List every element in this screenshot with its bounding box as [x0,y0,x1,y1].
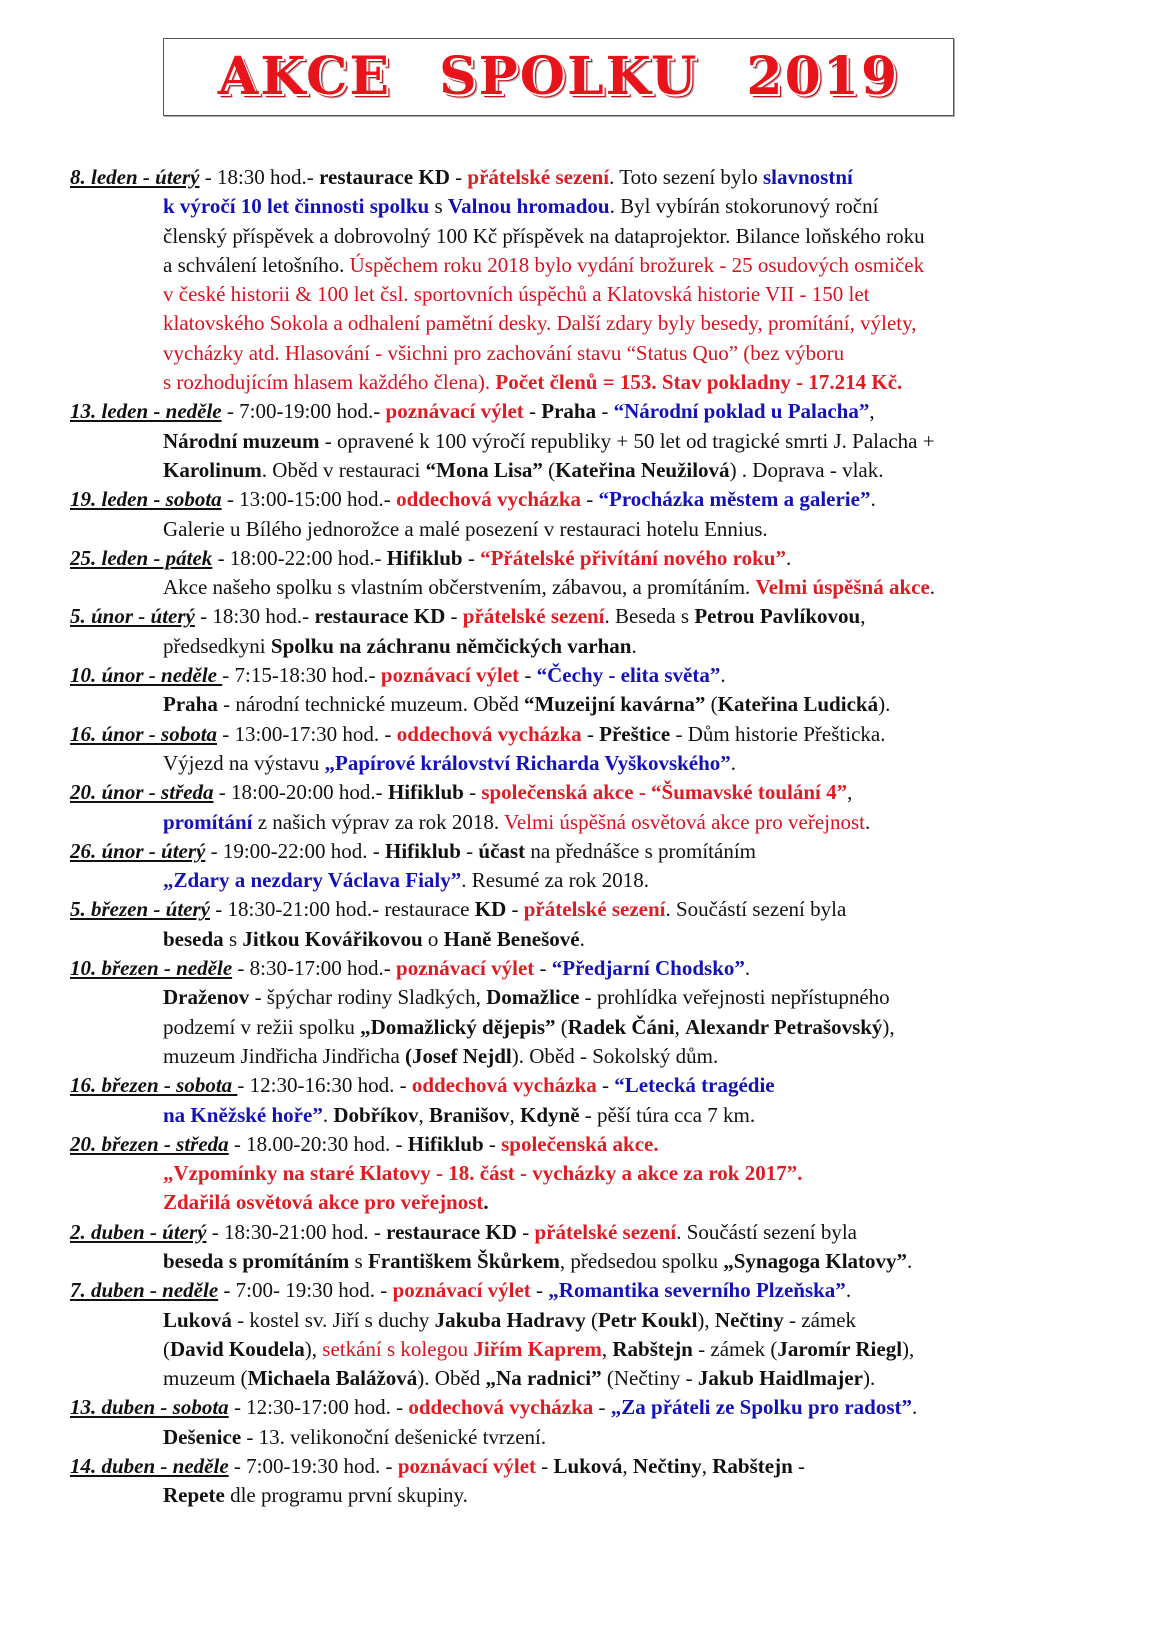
text: , [601,1336,613,1361]
bold-text: „Na radnici” [485,1366,602,1391]
event-detail-line [70,368,1090,397]
text: Výjezd na výstavu [163,750,325,775]
event-detail-line [70,690,1090,719]
event-date: 14. duben - neděle [70,1454,229,1479]
event-date: 10. únor - neděle [70,663,223,688]
text: o [422,926,444,951]
text: - [462,545,481,570]
text: - [519,663,537,688]
event-headline [70,1452,1090,1481]
text: . Součástí sezení byla [676,1219,858,1244]
text: , předsedou spolku [559,1248,724,1273]
text: , [701,1454,713,1479]
text: ), [902,1336,915,1361]
bold-text: Nečtiny [714,1307,784,1332]
event-entry [70,1452,1090,1511]
event-detail-line [70,866,1090,895]
text: . [870,487,876,512]
text: - [463,780,482,805]
highlight-blue: „Papírové království Richarda Vyškovského” [324,750,731,775]
event-detail-line [70,309,1090,338]
highlight-red: přátelské sezení [523,897,666,922]
event-date: 20. březen - středa [70,1131,229,1156]
event-entry [70,485,1090,544]
event-detail-line [70,1101,1090,1130]
text: - 7:15-18:30 hod.- [222,663,381,688]
event-date: 7. duben - neděle [70,1278,219,1303]
bold-text: Jitkou Kovářikovou [242,926,423,951]
text: - [516,1219,535,1244]
highlight-red: „Vzpomínky na staré Klatovy - 18. část - vycházky a akce za rok 2017”. [163,1161,803,1186]
event-detail-line [70,1013,1090,1042]
bold-text: Draženov [163,985,250,1010]
text: - 18:30-21:00 hod.- restaurace [210,897,475,922]
text: . [865,809,871,834]
bold-text: Praha [163,692,218,717]
text: . [631,633,637,658]
text: na přednášce s promítáním [525,838,756,863]
text: ). [862,1366,876,1391]
event-entry [70,163,1090,397]
text: s [223,926,243,951]
bold-text: účast [478,838,526,863]
page-title: AKCE SPOLKU 2019 [217,46,900,107]
event-headline [70,397,1090,426]
text: . [720,663,726,688]
event-detail-line [70,251,1090,280]
text: Akce našeho spolku s vlastním občerstvením, zábavou, a promítáním. [163,575,756,600]
text: - [596,399,614,424]
bold-text: Hifiklub [407,1131,484,1156]
text: - [506,897,524,922]
text: - [596,1073,615,1098]
event-date: 26. únor - úterý [70,838,206,863]
text: . [845,1278,852,1303]
highlight-blue: Valnou hromadou [447,194,610,219]
event-detail-line [70,515,1090,544]
bold-text: Kdyně [520,1102,580,1127]
bold-text: Domažlice [486,985,580,1010]
bold-text: KD [474,897,507,922]
bold-text: Rabštejn [612,1336,693,1361]
highlight-red: přátelské sezení [467,165,610,189]
text: s [349,1248,368,1273]
text: - [581,487,599,512]
note-red: s rozhodujícím hlasem každého člena). [163,370,496,395]
text: , [509,1102,521,1127]
text: - zámek ( [692,1336,778,1361]
text: (Nečtiny - [601,1366,698,1391]
event-detail-line [70,427,1090,456]
text: . [744,956,751,981]
highlight-red: poznávací výlet [380,663,520,688]
event-entry [70,1071,1090,1130]
event-date: 16. březen - sobota [70,1073,238,1098]
highlight-red: poznávací výlet [392,1278,531,1303]
event-date: 13. leden - neděle [70,399,222,424]
text: ), [882,1014,895,1039]
highlight-red: poznávací výlet [385,399,524,424]
bold-text: Kateřina Neužilová [555,457,730,482]
bold-text: Michaela Balážová [247,1366,418,1391]
bold-text: Branišov [429,1102,510,1127]
bold-text: Nečtiny [632,1454,702,1479]
highlight-blue: „Za přáteli ze Spolku pro radost” [610,1395,912,1420]
event-entry [70,778,1090,837]
event-entry [70,720,1090,779]
text: - zámek [783,1307,857,1332]
event-date: 8. leden - úterý [70,165,200,189]
event-headline [70,1130,1090,1159]
text: . [912,1395,918,1420]
text: . [907,1248,913,1273]
highlight-blue: na Kněžské hoře” [163,1102,323,1127]
text: z našich výprav za rok 2018. [252,809,505,834]
text: - [593,1395,611,1420]
text: - [445,604,463,629]
highlight-red: společenská akce. [501,1131,659,1156]
bold-text: Luková [553,1454,623,1479]
text: - 18:30-21:00 hod. - [206,1219,387,1244]
event-detail-line [70,1247,1090,1276]
event-detail-line [70,1306,1090,1335]
text: - [534,956,552,981]
text: - prohlídka veřejnosti nepřístupného [579,985,890,1010]
text: muzeum Jindřicha Jindřicha [163,1043,406,1068]
text: - [581,721,600,746]
text: ( [585,1307,599,1332]
text: muzeum ( [163,1366,248,1391]
highlight-red: Jiřím Kaprem [473,1336,602,1361]
text: . Součástí sezení byla [665,897,847,922]
bold-text: beseda s promítáním [163,1248,350,1273]
event-detail-line [70,1481,1090,1510]
highlight-red: Zdařilá osvětová akce pro veřejnost [163,1190,484,1215]
highlight-red: poznávací výlet [397,1454,537,1479]
bold-text: Luková [163,1307,232,1332]
note-red: vycházky atd. Hlasování - všichni pro zachování stavu “Status Quo” (bez výboru [163,340,845,365]
highlight-red: společenská akce - “Šumavské toulání 4” [481,780,848,805]
text: členský příspěvek a dobrovolný 100 Kč příspěvek na dataprojektor. Bilance loňského roku [163,223,925,248]
event-headline [70,485,1090,514]
bold-text: Alexandr Petrašovský [685,1014,883,1039]
highlight-red: přátelské sezení [534,1219,677,1244]
bold-text: restaurace KD [386,1219,517,1244]
text: - 13:00-17:30 hod. - [217,721,397,746]
text: ). Oběd - Sokolský dům. [511,1043,719,1068]
highlight-blue: promítání [163,809,253,834]
highlight-blue: “Národní poklad u Palacha” [613,399,870,424]
bold-text: Jaromír Riegl [777,1336,903,1361]
text: - pěší túra cca 7 km. [579,1102,756,1127]
event-detail-line [70,983,1090,1012]
bold-text: restaurace KD [314,604,446,629]
bold-text: Hifiklub [385,838,461,863]
text: - 7:00-19:00 hod.- [221,399,386,424]
text: . Resumé za rok 2018. [461,868,650,893]
event-date: 19. leden - sobota [70,487,222,512]
bold-text: Praha [541,399,597,424]
text: ) . Doprava - vlak. [729,457,884,482]
bold-text: Radek Čáni [567,1014,675,1039]
text: dle programu první skupiny. [224,1483,468,1508]
event-detail-line [70,925,1090,954]
text: . [579,926,585,951]
text: ( [555,1014,568,1039]
highlight-red: oddechová vycházka [396,487,581,512]
event-headline [70,544,1090,573]
bold-text: Jakub Haidlmajer [697,1366,863,1391]
title-box [163,38,954,116]
bold-text: Haně Benešové [443,926,580,951]
bold-text: restaurace KD [319,165,450,189]
bold-text: beseda [163,926,224,951]
highlight-red: “Přátelské přivítání nového roku” [480,545,786,570]
event-entry [70,954,1090,1071]
text: - [792,1454,806,1479]
text: a schválení letošního. [163,252,350,277]
note-red: setkání s kolegou [322,1336,474,1361]
event-detail-line [70,339,1090,368]
event-headline [70,163,1090,192]
event-entry [70,1130,1090,1218]
bold-text: Hifiklub [387,780,464,805]
event-date: 25. leden - pátek [70,545,213,570]
event-detail-line [70,1159,1090,1188]
text: , [860,604,866,629]
event-detail-line [70,1423,1090,1452]
text: - 18:30 hod.- [194,604,315,629]
note-red: Úspěchem roku 2018 bylo vydání brožurek - 25 osudových osmiček [349,252,925,277]
event-date: 5. březen - úterý [70,897,210,922]
bold-text: Přeštice [599,721,671,746]
event-entry [70,1393,1090,1452]
text: . Toto sezení bylo [609,165,763,189]
text: ), [697,1307,715,1332]
text: . [730,750,737,775]
bold-text: Petr Koukl [598,1307,698,1332]
event-entry [70,602,1090,661]
event-entry [70,895,1090,954]
text: předsedkyni [163,633,271,658]
event-headline [70,954,1090,983]
event-detail-line [70,573,1090,602]
text: ( [163,1336,170,1361]
event-entry [70,837,1090,896]
highlight-red: poznávací výlet [396,956,535,981]
bold-text: “Muzeijní kavárna” [523,692,706,717]
bold-text: Repete [163,1483,225,1508]
bold-text: Rabštejn [712,1454,793,1479]
event-date: 16. únor - sobota [70,721,218,746]
highlight-blue: „Romantika severního Plzeňska” [548,1278,846,1303]
text: - [449,165,468,189]
text: - 18:30 hod.- [199,165,320,189]
event-date: 10. březen - neděle [70,956,233,981]
bold-text: Hifiklub [386,545,463,570]
bold-text: “Mona Lisa” [425,457,543,482]
text: - [523,399,542,424]
text: - 19:00-22:00 hod. - [205,838,386,863]
bold-text: David Koudela [170,1336,305,1361]
event-detail-line [70,456,1090,485]
text: - [460,838,479,863]
text: podzemí v režii spolku [163,1014,361,1039]
text: - 7:00-19:30 hod. - [228,1454,398,1479]
highlight-blue: “Předjarní Chodsko” [551,956,745,981]
text: - národní technické muzeum. Oběd [217,692,524,717]
text: - 18:00-20:00 hod.- [213,780,388,805]
event-detail-line [70,280,1090,309]
event-date: 20. únor - středa [70,780,214,805]
event-list [70,163,1090,1511]
text: , [847,780,853,805]
event-headline [70,1218,1090,1247]
bold-text: (Josef Nejdl [405,1043,512,1068]
event-detail-line [70,1335,1090,1364]
highlight-red: oddechová vycházka [396,721,582,746]
event-entry [70,1218,1090,1277]
highlight-red: Velmi úspěšná akce [755,575,930,600]
event-date: 5. únor - úterý [70,604,195,629]
text: , [622,1454,633,1479]
event-headline [70,778,1090,807]
event-detail-line [70,1188,1090,1217]
event-detail-line [70,808,1090,837]
bold-text: Karolinum [163,457,262,482]
event-headline [70,837,1090,866]
text: Galerie u Bílého jednorožce a malé posezení v restauraci hotelu Ennius. [163,516,768,541]
event-detail-line [70,632,1090,661]
event-date: 2. duben - úterý [70,1219,207,1244]
text: - kostel sv. Jiří s duchy [231,1307,435,1332]
highlight-blue: slavnostní [763,165,853,189]
note-red: v české historii & 100 let čsl. sportovních úspěchů a Klatovská historie VII - 150 let [163,282,870,307]
text: - [536,1454,554,1479]
event-entry [70,397,1090,485]
bold-text: Národní muzeum [163,428,320,453]
highlight-red: oddechová vycházka [408,1395,594,1420]
event-headline [70,1071,1090,1100]
text: . Byl vybírán stokorunový roční [609,194,879,219]
text: - 13. velikonoční dešenické tvrzení. [241,1424,547,1449]
bold-text: Dobříkov [333,1102,419,1127]
event-entry [70,661,1090,720]
text: . Beseda s [604,604,695,629]
text: , [418,1102,430,1127]
bold-text: Jakuba Hadravy [434,1307,586,1332]
text: - 18.00-20:30 hod. - [228,1131,408,1156]
text: , [869,399,875,424]
text: . [929,575,936,600]
text: s [429,194,448,219]
event-detail-line [70,749,1090,778]
text: . Oběd v restauraci [261,457,426,482]
highlight-blue: “Čechy - elita světa” [536,663,721,688]
text: - 7:00- 19:30 hod. - [218,1278,393,1303]
text: - špýchar rodiny Sladkých, [249,985,487,1010]
text: - 13:00-15:00 hod.- [221,487,397,512]
text: - 12:30-16:30 hod. - [237,1073,412,1098]
event-headline [70,1393,1090,1422]
highlight-red: Počet členů = 153. Stav pokladny - 17.214 Kč. [495,370,903,395]
bold-text: Petrou Pavlíkovou [694,604,861,629]
text: - Dům historie Přešticka. [670,721,886,746]
text: ), [304,1336,323,1361]
bold-text: „Domažlický dějepis” [360,1014,556,1039]
event-headline [70,661,1090,690]
note-red: Velmi úspěšná osvětová akce pro veřejnost [504,809,865,834]
text: , [674,1014,686,1039]
bold-text: Kateřina Ludická [717,692,879,717]
text: ). Oběd [417,1366,486,1391]
text: - [530,1278,549,1303]
text: . [322,1102,334,1127]
event-date: 13. duben - sobota [70,1395,229,1420]
event-headline [70,1276,1090,1305]
highlight-blue: „Zdary a nezdary Václava Fialy” [163,868,462,893]
event-detail-line [70,1364,1090,1393]
event-detail-line [70,1042,1090,1071]
event-entry [70,544,1090,603]
event-detail-line [70,192,1090,221]
highlight-blue: “Letecká tragédie [614,1073,775,1098]
bold-text: Dešenice [163,1424,242,1449]
event-headline [70,720,1090,749]
text: ). [878,692,891,717]
text: - 12:30-17:00 hod. - [228,1395,409,1420]
bold-text: . [483,1190,489,1215]
text: ( [542,457,556,482]
text: - 18:00-22:00 hod.- [212,545,387,570]
event-entry [70,1276,1090,1393]
note-red: klatovského Sokola a odhalení pamětní desky. Další zdary byly besedy, promítání, výlety, [163,311,917,336]
highlight-blue: “Procházka městem a galerie” [598,487,871,512]
bold-text: Spolku na záchranu němčických varhan [270,633,632,658]
text: - 8:30-17:00 hod.- [232,956,397,981]
event-detail-line [70,222,1090,251]
bold-text: Františkem Škůrkem [367,1248,560,1273]
bold-text: „Synagoga Klatovy” [723,1248,908,1273]
highlight-red: oddechová vycházka [411,1073,597,1098]
event-headline [70,895,1090,924]
text: - [483,1131,502,1156]
text: . [785,545,792,570]
highlight-red: přátelské sezení [462,604,605,629]
text: ( [705,692,718,717]
highlight-blue: k výročí 10 let činnosti spolku [163,194,430,219]
text: - opravené k 100 výročí republiky + 50 let od tragické smrti J. Palacha + [319,428,935,453]
event-headline [70,602,1090,631]
